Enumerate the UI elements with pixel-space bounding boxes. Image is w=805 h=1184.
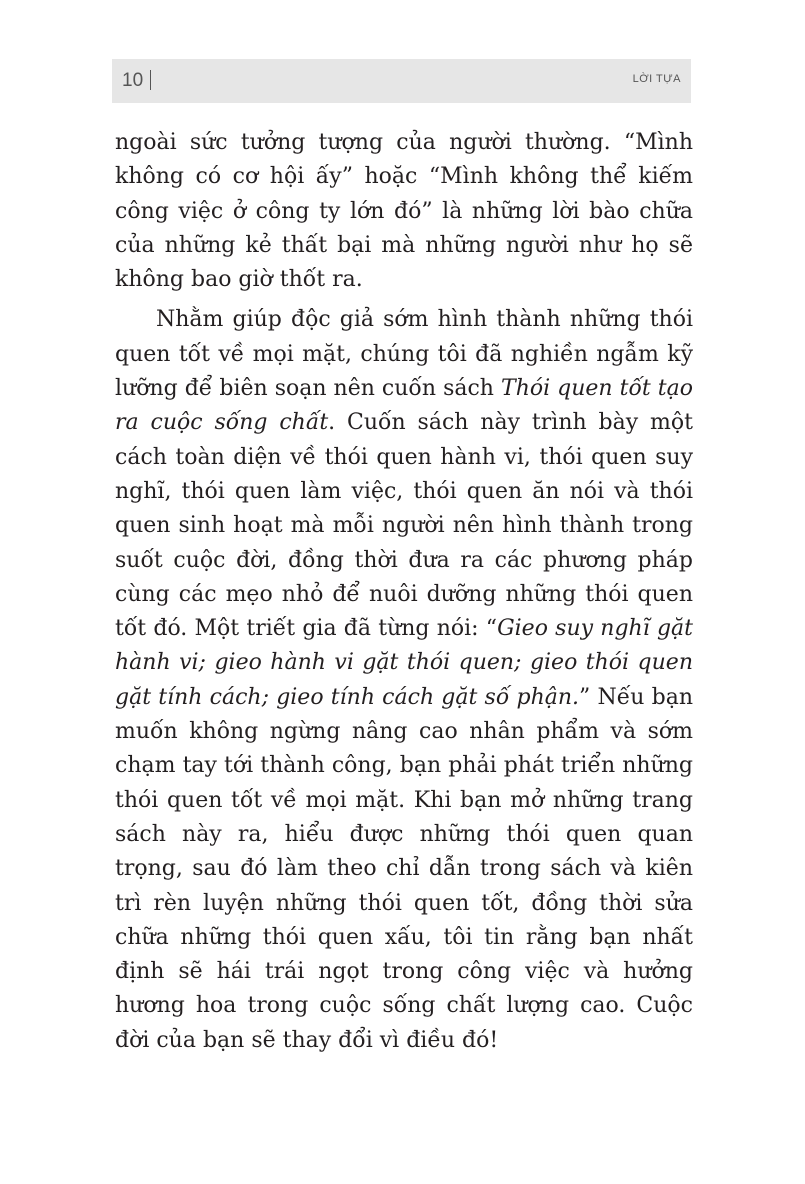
header-separator bbox=[150, 70, 151, 90]
philosopher-quote: Gieo suy nghĩ gặt hành vi; gieo hành vi gặt thói quen; gieo thói quen gặt tính cách; gieo tính cách gặt số phận. bbox=[115, 616, 693, 710]
running-head: LỜI TỰA bbox=[632, 73, 681, 85]
page-body bbox=[115, 126, 693, 1058]
paragraph-2-text-3: ” Nếu bạn muốn không ngừng nâng cao nhân phẩm và sớm chạm tay tới thành công, bạn phải phát triển những thói quen tốt về mọi mặt. Khi bạn mở những trang sách này ra, hiểu được những thói quen quan trọng, sau đó làm theo chỉ dẫn trong sách và kiên trì rèn luyện những thói quen tốt, đồng thời sửa chữa những thói quen xấu, tôi tin rằng bạn nhất định sẽ hái trái ngọt trong công việc và hưởng hương hoa trong cuộc sống chất lượng cao. Cuộc đời của bạn sẽ thay đổi vì điều đó! bbox=[115, 684, 693, 1053]
paragraph-2 bbox=[115, 303, 693, 1058]
paragraph-2-text-2: . Cuốn sách này trình bày một cách toàn diện về thói quen hành vi, thói quen suy nghĩ, thói quen làm việc, thói quen ăn nói và thói quen sinh hoạt mà mỗi người nên hình thành trong suốt cuộc đời, đồng thời đưa ra các phương pháp cùng các mẹo nhỏ để nuôi dưỡng những thói quen tốt đó. Một triết gia đã từng nói: “ bbox=[115, 410, 693, 642]
paragraph-2-text-1: Nhằm giúp độc giả sớm hình thành những thói quen tốt về mọi mặt, chúng tôi đã nghiền ngẫm kỹ lưỡng để biên soạn nên cuốn sách bbox=[115, 307, 693, 402]
page-number: 10 bbox=[122, 70, 144, 91]
page-header bbox=[112, 59, 691, 103]
book-title: Thói quen tốt tạo ra cuộc sống chất bbox=[115, 376, 694, 436]
paragraph-1: ngoài sức tưởng tượng của người thường. “Mình không có cơ hội ấy” hoặc “Mình không thể kiếm công việc ở công ty lớn đó” là những lời bào chữa của những kẻ thất bại mà những người như họ sẽ không bao giờ thốt ra. bbox=[115, 130, 693, 293]
